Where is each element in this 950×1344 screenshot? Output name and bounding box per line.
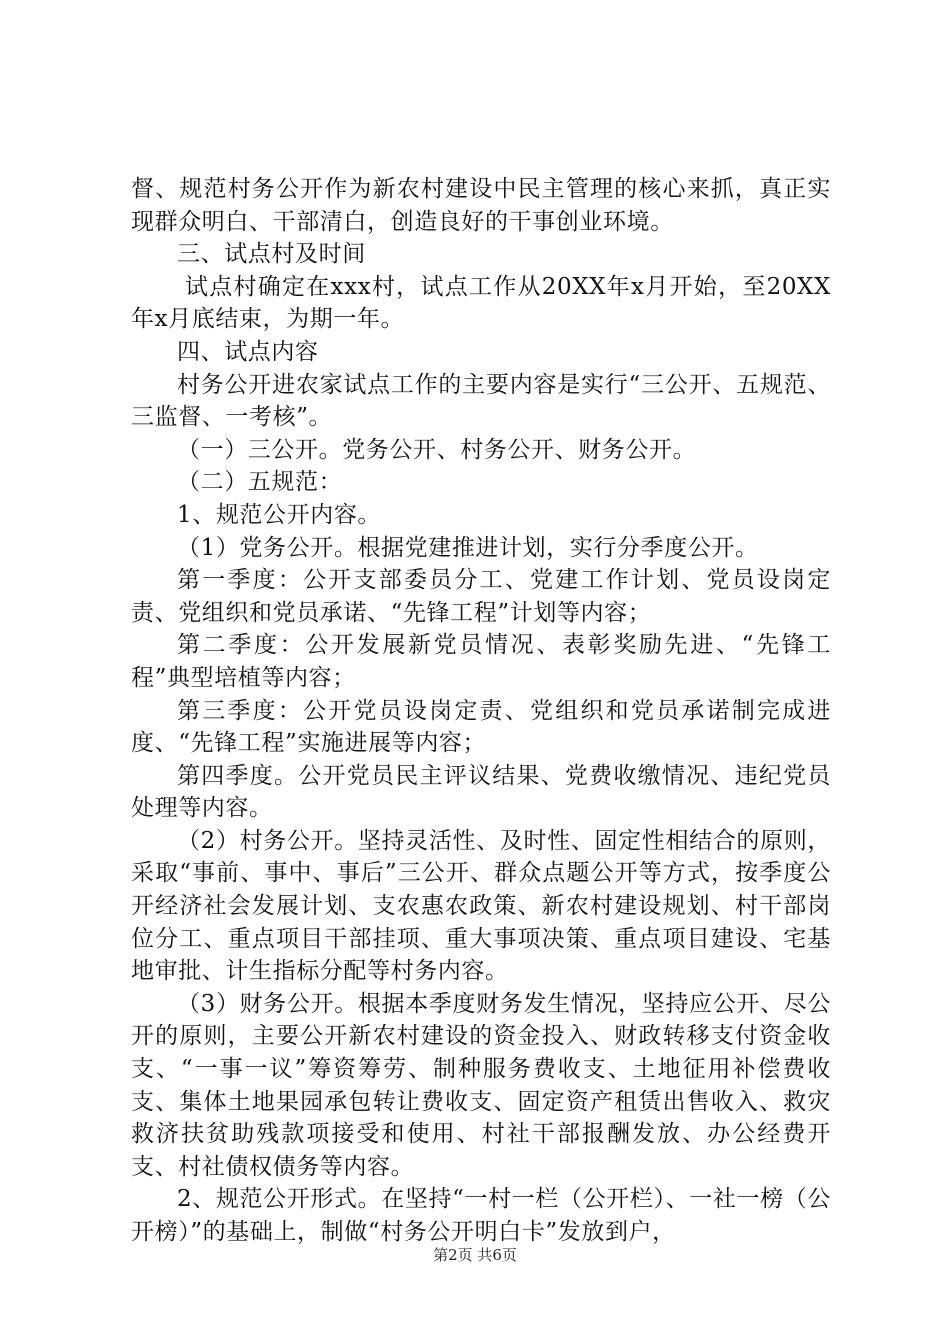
paragraph-pilot-village: 试点村确定在xxx村，试点工作从20XX年x月开始，至20XX年x月底结束，为期一年。 <box>131 273 831 333</box>
paragraph-q4: 第四季度。公开党员民主评议结果、党费收缴情况、违纪党员处理等内容。 <box>131 762 831 822</box>
paragraph-q1: 第一季度：公开支部委员分工、党建工作计划、党员设岗定责、党组织和党员承诺、“先锋工程”计划等内容； <box>131 567 831 626</box>
item-village-affairs: （2）村务公开。坚持灵活性、及时性、固定性相结合的原则，采取“事前、事中、事后”三公开、群众点题公开等方式，按季度公开经济社会发展计划、支农惠农政策、新农村建设规划、村干部岗位分工、重点项目干部挂项、重大事项决策、重点项目建设、宅基地审批、计生指标分配等村务内容。 <box>131 827 831 985</box>
paragraph-q2: 第二季度：公开发展新党员情况、表彰奖励先进、“先锋工程”典型培植等内容； <box>131 632 831 691</box>
item-2-norm-form: 2、规范公开形式。在坚持“一村一栏（公开栏）、一社一榜（公开榜）”的基础上，制做“村务公开明白卡”发放到户， <box>131 1186 831 1245</box>
item-party-affairs: （1）党务公开。根据党建推进计划，实行分季度公开。 <box>177 534 759 561</box>
document-body <box>131 173 831 1249</box>
section-heading-4: 四、试点内容 <box>177 338 319 365</box>
paragraph-main-content: 村务公开进农家试点工作的主要内容是实行“三公开、五规范、三监督、一考核”。 <box>131 371 831 431</box>
item-financial-affairs: （3）财务公开。根据本季度财务发生情况，坚持应公开、尽公开的原则，主要公开新农村建设的资金投入、财政转移支付资金收支、“一事一议”筹资筹劳、制种服务费收支、土地征用补偿费收支、集体土地果园承包转让费收支、固定资产租赁出售收入、救灾救济扶贫助残款项接受和使用、村社干部报酬发放、办公经费开支、村社债权债务等内容。 <box>131 990 831 1180</box>
item-1-norm-content: 1、规范公开内容。 <box>177 501 382 528</box>
subheading-three-disclosures: （一）三公开。党务公开、村务公开、财务公开。 <box>177 436 697 463</box>
subheading-five-norms: （二）五规范： <box>177 469 343 496</box>
page-footer: 第2页 共6页 <box>433 1246 517 1264</box>
paragraph-1: 督、规范村务公开作为新农村建设中民主管理的核心来抓，真正实现群众明白、干部清白，创造良好的干事创业环境。 <box>131 176 831 235</box>
paragraph-q3: 第三季度：公开党员设岗定责、党组织和党员承诺制完成进度、“先锋工程”实施进展等内容； <box>131 697 831 757</box>
section-heading-3: 三、试点村及时间 <box>177 241 366 268</box>
